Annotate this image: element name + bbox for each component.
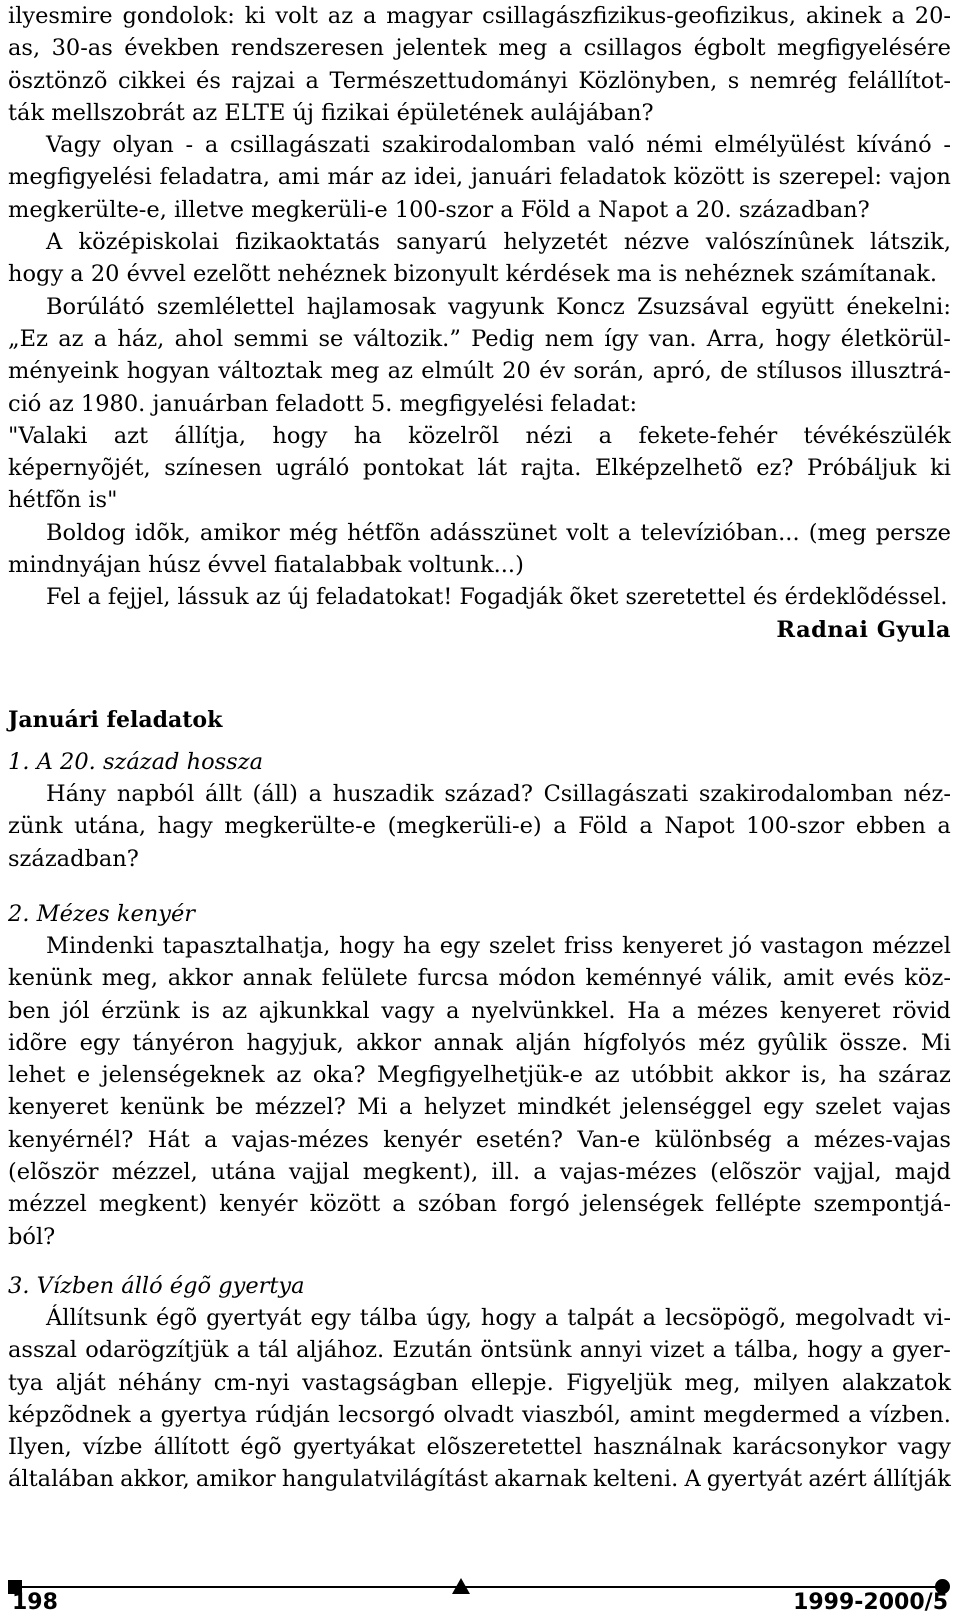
text-line: kenünk meg, akkor annak felülete furcsa módon keménnyé válik, amit evés köz- bbox=[8, 965, 951, 992]
text-line: ben jól érzünk is az ajkunkkal vagy a nyelvünkkel. Ha a mézes kenyeret rövid bbox=[8, 997, 951, 1024]
text-line: Fel a fejjel, lássuk az új feladatokat! Fogadják õket szeretettel és érdeklõdéssel. bbox=[46, 584, 948, 611]
section-heading: Januári feladatok bbox=[8, 707, 223, 733]
text-line: hétfõn is" bbox=[8, 487, 118, 514]
problem-title: 1. A 20. század hossza bbox=[8, 749, 263, 775]
text-line: hogy a 20 évvel ezelõtt nehéznek bizonyult kérdések ma is nehéznek számítanak. bbox=[8, 261, 938, 288]
text-line: Borúlátó szemlélettel hajlamosak vagyunk Koncz Zsuzsával együtt énekelni: bbox=[46, 293, 951, 320]
footer-rule bbox=[14, 1586, 944, 1588]
text-line: „Ez az a ház, ahol semmi se változik.” Pedig nem így van. Arra, hogy életkörül- bbox=[8, 325, 951, 352]
text-line: as, 30-as években rendszeresen jelentek meg a csillagos égbolt megfigyelésére bbox=[8, 35, 951, 62]
text-line: általában akkor, amikor hangulatvilágítást akarnak kelteni. A gyertyát azért állítják bbox=[8, 1466, 951, 1493]
text-line: mindnyájan húsz évvel fiatalabbak voltunk...) bbox=[8, 552, 524, 579]
text-line: képernyõjét, színesen ugráló pontokat lát rajta. Elképzelhetõ ez? Próbáljuk ki bbox=[8, 455, 951, 482]
text-line: Hány napból állt (áll) a huszadik század? Csillagászati szakirodalomban néz- bbox=[46, 781, 951, 807]
text-line: zünk utána, hagy megkerülte-e (megkerüli-e) a Föld a Napot 100-szor ebben a bbox=[8, 813, 951, 840]
problem-title: 3. Vízben álló égõ gyertya bbox=[8, 1273, 305, 1299]
text-line: mézzel megkent) kenyér között a szóban forgó jelenségek fellépte szempontjá- bbox=[8, 1191, 951, 1218]
text-line: ták mellszobrát az ELTE új fizikai épületének aulájában? bbox=[8, 99, 654, 126]
text-line: Állítsunk égõ gyertyát egy tálba úgy, hogy a talpát a lecsöpögõ, megolvadt vi- bbox=[46, 1305, 951, 1331]
problem-3 bbox=[8, 1270, 951, 1496]
text-line: "Valaki azt állítja, hogy ha közelrõl nézi a fekete-fehér tévékészülék bbox=[8, 422, 951, 449]
text-line: században? bbox=[8, 845, 139, 872]
text-line: ból? bbox=[8, 1223, 56, 1250]
page-number: 198 bbox=[12, 1590, 58, 1615]
problem-2 bbox=[8, 898, 951, 1253]
text-line: tya alját néhány cm-nyi vastagságban ellepje. Figyeljük meg, milyen alakzatok bbox=[8, 1369, 951, 1396]
text-line: Mindenki tapasztalhatja, hogy ha egy szelet friss kenyeret jó vastagon mézzel bbox=[46, 933, 951, 959]
text-line: ció az 1980. januárban feladott 5. megfigyelési feladat: bbox=[8, 390, 638, 417]
text-line: (elõször mézzel, utána vajjal megkent), ill. a vajas-mézes (elõször vajjal, majd bbox=[8, 1159, 951, 1186]
text-line: Ilyen, vízbe állított égõ gyertyákat elõszeretettel használnak karácsonykor vagy bbox=[8, 1434, 951, 1461]
text-line: kenyeret kenünk be mézzel? Mi a helyzet mindkét jelenséggel egy szelet vajas bbox=[8, 1094, 951, 1121]
text-line: lehet e jelenségeknek az oka? Megfigyelhetjük-e az utóbbit akkor is, ha száraz bbox=[8, 1062, 951, 1089]
problem-1 bbox=[8, 746, 951, 875]
text-line: ményeink hogyan változtak meg az elmúlt 20 év során, apró, de stílusos illusztrá- bbox=[8, 358, 951, 385]
intro-text bbox=[8, 0, 951, 646]
text-line: képzõdnek a gyertya rúdján lecsorgó olvadt viaszból, amint megdermed a vízben. bbox=[8, 1401, 951, 1428]
text-line: ilyesmire gondolok: ki volt az a magyar csillagászfizikus-geofizikus, akinek a 20- bbox=[8, 3, 951, 29]
text-line: kenyérnél? Hát a vajas-mézes kenyér esetén? Van-e különbség a mézes-vajas bbox=[8, 1126, 951, 1153]
text-line: ösztönzõ cikkei és rajzai a Természettudományi Közlönyben, s nemrég felállítot- bbox=[8, 67, 951, 94]
triangle-marker-icon bbox=[452, 1578, 470, 1594]
signature: Radnai Gyula bbox=[776, 616, 951, 643]
text-line: A középiskolai fizikaoktatás sanyarú helyzetét nézve valószínûnek látszik, bbox=[46, 229, 951, 256]
text-line: megfigyelési feladatra, ami már az idei, januári feladatok között is szerepel: vajon bbox=[8, 164, 951, 191]
page-footer bbox=[0, 1578, 960, 1616]
text-line: megkerülte-e, illetve megkerüli-e 100-szor a Föld a Napot a 20. században? bbox=[8, 196, 870, 223]
problem-title: 2. Mézes kenyér bbox=[8, 901, 196, 927]
text-line: idõre egy tányéron hagyjuk, akkor annak alján hígfolyós méz gyûlik össze. Mi bbox=[8, 1029, 951, 1056]
text-line: asszal odarögzítjük a tál aljához. Ezután öntsünk annyi vizet a tálba, hogy a gyer- bbox=[8, 1337, 951, 1364]
text-line: Boldog idõk, amikor még hétfõn adásszünet volt a televízióban... (meg persze bbox=[46, 519, 951, 546]
issue-number: 1999-2000/5 bbox=[793, 1590, 948, 1615]
text-line: Vagy olyan - a csillagászati szakirodalomban való némi elmélyülést kívánó - bbox=[46, 132, 951, 159]
